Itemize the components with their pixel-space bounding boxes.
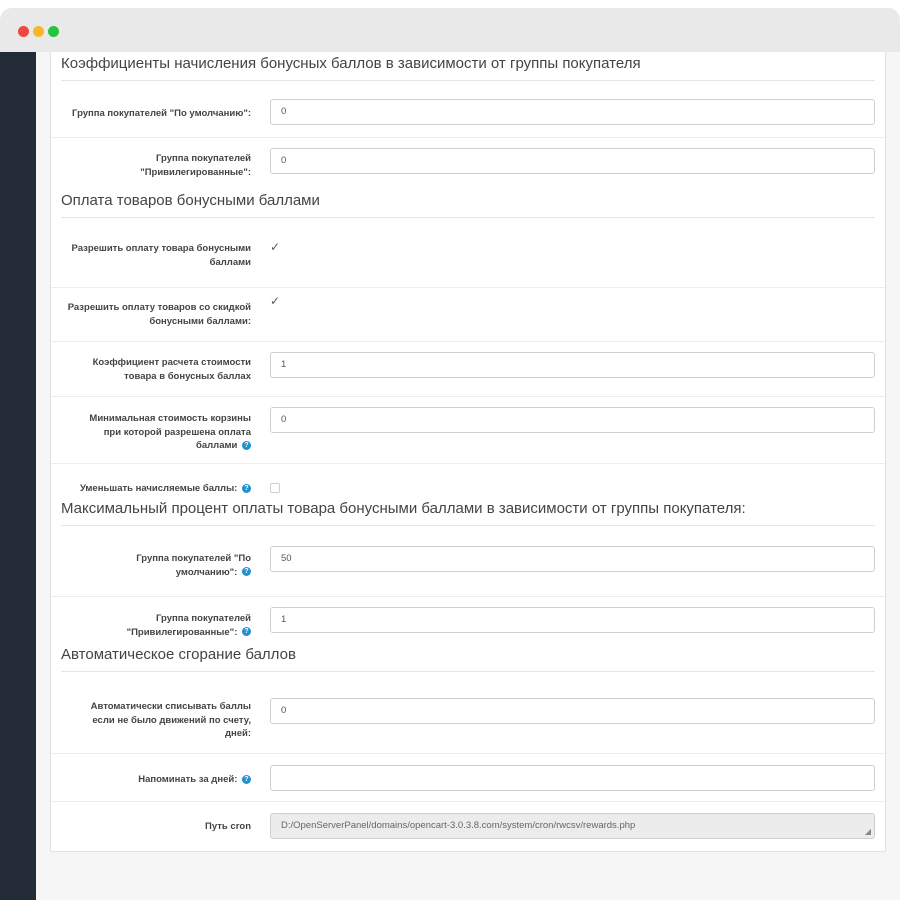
cron-path-value: D:/OpenServerPanel/domains/opencart-3.0.3.8.com/system/cron/rwcsv/rewards.php bbox=[281, 820, 636, 831]
settings-panel bbox=[50, 52, 886, 852]
label-line: Коэффициент расчета стоимости bbox=[92, 357, 251, 368]
min-cart-input[interactable]: 0 bbox=[270, 407, 875, 433]
label-line: Уменьшать начисляемые баллы: bbox=[79, 483, 238, 494]
field-label bbox=[61, 152, 251, 179]
resize-handle-icon[interactable]: ◢ bbox=[864, 827, 871, 836]
section-title-coefficients: Коэффициенты начисления бонусных баллов в зависимости от группы покупателя bbox=[61, 55, 875, 81]
label-line: баллами bbox=[209, 256, 251, 268]
label-line: умолчанию": bbox=[175, 566, 238, 578]
remind-days-input[interactable] bbox=[270, 765, 875, 791]
main-content bbox=[36, 52, 900, 900]
section-title-payment: Оплата товаров бонусными баллами bbox=[61, 192, 875, 218]
form-row-min-cart bbox=[51, 396, 885, 463]
label-line: "Привилегированные": bbox=[126, 626, 238, 638]
window-titlebar bbox=[0, 8, 900, 52]
label-line: баллами bbox=[195, 440, 238, 451]
field-label bbox=[61, 356, 251, 383]
form-row-max-privileged bbox=[51, 596, 885, 646]
label-line: товара в бонусных баллах bbox=[124, 370, 251, 382]
label-line: при которой разрешена оплата bbox=[103, 426, 251, 438]
field-label: Путь cron bbox=[205, 821, 251, 832]
form-row-max-default bbox=[51, 538, 885, 596]
field-label bbox=[61, 700, 251, 741]
section-title-max-percent: Максимальный процент оплаты товара бонусными баллами в зависимости от группы покупателя: bbox=[61, 500, 875, 526]
form-row-cron-path bbox=[51, 801, 885, 851]
form-row-allow-pay bbox=[51, 230, 885, 287]
section-title-expiry: Автоматическое сгорание баллов bbox=[61, 646, 875, 672]
label-line: Минимальная стоимость корзины bbox=[89, 413, 251, 424]
label-line: "Привилегированные": bbox=[140, 166, 251, 178]
coef-privileged-input[interactable]: 0 bbox=[270, 148, 875, 174]
form-row-price-coef bbox=[51, 341, 885, 396]
admin-sidebar bbox=[0, 52, 36, 900]
question-circle-icon[interactable]: ? bbox=[242, 627, 251, 636]
question-circle-icon[interactable]: ? bbox=[242, 567, 251, 576]
label-line: Напоминать за дней: bbox=[138, 774, 238, 785]
reduce-points-checkbox[interactable] bbox=[270, 483, 280, 493]
price-coef-input[interactable]: 1 bbox=[270, 352, 875, 378]
checkmark-icon: ✓ bbox=[270, 294, 281, 308]
field-label bbox=[61, 301, 251, 328]
form-row-auto-expire bbox=[51, 684, 885, 753]
field-label bbox=[61, 412, 251, 453]
label-line: Разрешить оплату товаров со скидкой bbox=[67, 302, 251, 313]
field-label bbox=[61, 773, 251, 787]
label-line: дней: bbox=[224, 728, 251, 739]
label-line: Группа покупателей bbox=[156, 613, 251, 624]
checkmark-icon: ✓ bbox=[270, 240, 281, 254]
form-row-remind-days bbox=[51, 753, 885, 801]
minimize-window-dot[interactable] bbox=[33, 26, 44, 37]
form-row-allow-pay-discount bbox=[51, 287, 885, 341]
max-privileged-input[interactable]: 1 bbox=[270, 607, 875, 633]
browser-window bbox=[0, 8, 900, 900]
label-line: Автоматически списывать баллы bbox=[90, 701, 251, 712]
label-line: Разрешить оплату товара бонусными bbox=[71, 243, 251, 254]
field-label bbox=[61, 612, 251, 639]
question-circle-icon[interactable]: ? bbox=[242, 441, 251, 450]
field-label: Группа покупателей "По умолчанию": bbox=[72, 108, 251, 119]
field-label bbox=[61, 242, 251, 269]
field-label bbox=[61, 482, 251, 496]
question-circle-icon[interactable]: ? bbox=[242, 484, 251, 493]
question-circle-icon[interactable]: ? bbox=[242, 775, 251, 784]
label-line: Группа покупателей bbox=[156, 153, 251, 164]
form-row-reduce-points bbox=[51, 463, 885, 501]
maximize-window-dot[interactable] bbox=[48, 26, 59, 37]
form-row-coef-default bbox=[51, 92, 885, 137]
field-label bbox=[61, 552, 251, 579]
allow-pay-checkbox[interactable] bbox=[270, 241, 282, 253]
label-line: бонусными баллами: bbox=[149, 315, 251, 327]
auto-expire-input[interactable]: 0 bbox=[270, 698, 875, 724]
form-row-coef-privileged bbox=[51, 137, 885, 187]
label-line: если не было движений по счету, bbox=[92, 714, 251, 726]
close-window-dot[interactable] bbox=[18, 26, 29, 37]
label-line: Группа покупателей "По bbox=[136, 553, 251, 564]
coef-default-input[interactable]: 0 bbox=[270, 99, 875, 125]
allow-pay-discount-checkbox[interactable] bbox=[270, 295, 282, 307]
cron-path-textarea[interactable] bbox=[270, 813, 875, 839]
max-default-input[interactable]: 50 bbox=[270, 546, 875, 572]
